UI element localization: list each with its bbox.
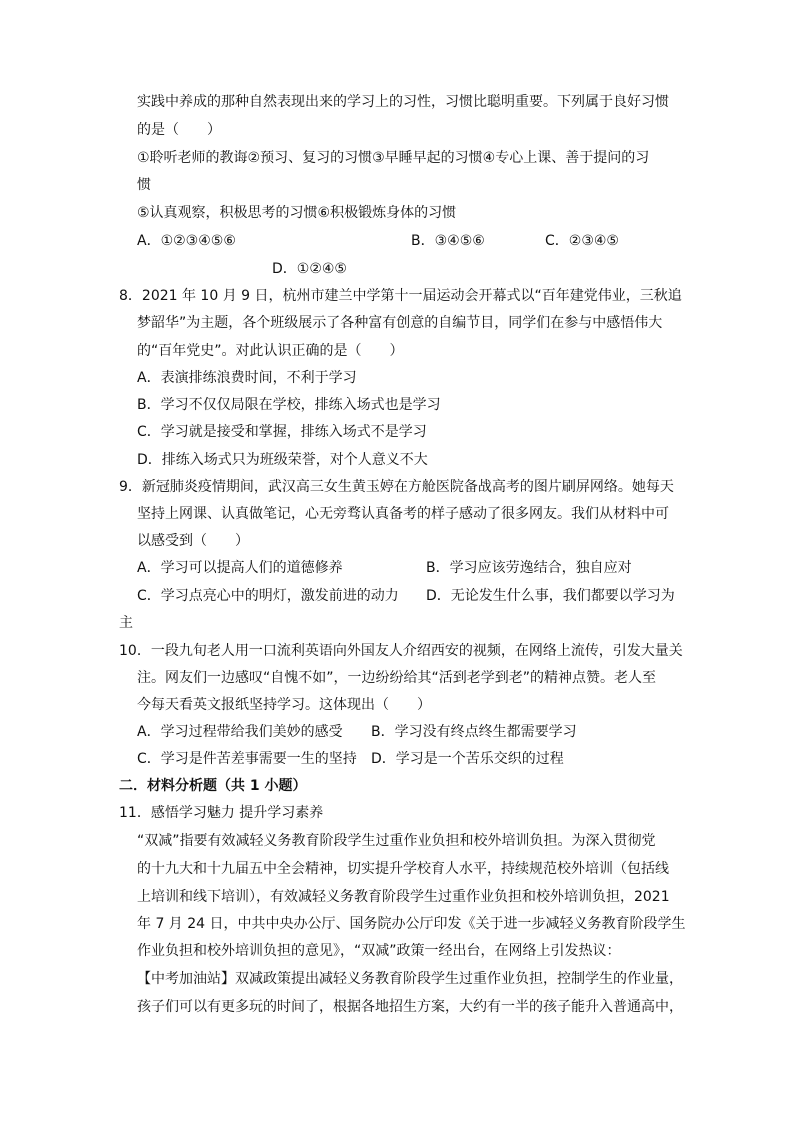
q7-option-b: B．③④⑤⑥ xyxy=(411,233,485,249)
q7-stem-line-5: ⑤认真观察，积极思考的习惯⑥积极锻炼身体的习惯 xyxy=(137,205,457,221)
q10-option-a: A．学习过程带给我们美妙的感受 xyxy=(137,724,343,740)
q9-stem-line-2: 坚持上网课、认真做笔记，心无旁骛认真备考的样子感动了很多网友。我们从材料中可 xyxy=(137,506,669,522)
q11-paragraph-line-5: 作业负担和校外培训负担的意见》，“双减”政策一经出台，在网络上引发热议： xyxy=(137,943,621,959)
q10-stem-line-1: 10．一段九旬老人用一口流利英语向外国友人介绍西安的视频，在网络上流传，引发大量关 xyxy=(119,643,683,659)
q8-stem-line-2: 梦韶华”为主题，各个班级展示了各种富有创意的自编节目，同学们在参与中感悟伟大 xyxy=(137,315,663,331)
section-heading: 二．材料分析题（共 1 小题） xyxy=(119,778,307,794)
q7-stem-line-3: ①聆听老师的教诲②预习、复习的习惯③早睡早起的习惯④专心上课、善于提问的习 xyxy=(137,150,650,166)
q10-option-b: B．学习没有终点终生都需要学习 xyxy=(371,724,577,740)
q7-stem-line-2: 的是（ ） xyxy=(137,122,221,138)
q8-stem-line-3: 的“百年党史”。对此认识正确的是（ ） xyxy=(137,343,404,359)
q11-paragraph-line-4: 年 7 月 24 日，中共中央办公厅、国务院办公厅印发《关于进一步减轻义务教育阶段学生 xyxy=(137,916,686,932)
q8-option-b: B．学习不仅仅局限在学校，排练入场式也是学习 xyxy=(137,397,441,413)
q9-stem-line-1: 9．新冠肺炎疫情期间，武汉高三女生黄玉婷在方舱医院备战高考的图片刷屏网络。她每天 xyxy=(119,479,674,495)
q11-paragraph-line-7: 孩子们可以有更多玩的时间了，根据各地招生方案，大约有一半的孩子能升入普通高中， xyxy=(137,999,683,1015)
q10-stem-line-3: 今每天看英文报纸坚持学习。这体现出（ ） xyxy=(137,697,431,713)
q10-option-d: D．学习是一个苦乐交织的过程 xyxy=(371,751,564,767)
q9-option-c: C．学习点亮心中的明灯，激发前进的动力 xyxy=(137,588,399,604)
q8-option-d: D．排练入场式只为班级荣誉，对个人意义不大 xyxy=(137,452,428,468)
q11-paragraph-line-1: “双减”指要有效减轻义务教育阶段学生过重作业负担和校外培训负担。为深入贯彻党 xyxy=(137,833,656,849)
q9-option-b: B．学习应该劳逸结合，独自应对 xyxy=(426,560,632,576)
q8-option-c: C．学习就是接受和掌握，排练入场式不是学习 xyxy=(137,424,427,440)
q11-paragraph-line-6: 【中考加油站】双减政策提出减轻义务教育阶段学生过重作业负担，控制学生的作业量， xyxy=(137,971,683,987)
q9-stem-line-3: 以感受到（ ） xyxy=(137,533,249,549)
q11-paragraph-line-3: 上培训和线下培训），有效减轻义务教育阶段学生过重作业负担和校外培训负担，2021 xyxy=(137,889,670,905)
q10-option-c: C．学习是件苦差事需要一生的坚持 xyxy=(137,751,357,767)
q8-option-a: A．表演排练浪费时间，不利于学习 xyxy=(137,370,357,386)
q7-option-c: C．②③④⑤ xyxy=(545,233,619,249)
q9-option-d-continued: 主 xyxy=(119,615,133,631)
q7-stem-line-1: 实践中养成的那种自然表现出来的学习上的习性，习惯比聪明重要。下列属于良好习惯 xyxy=(137,94,669,110)
q7-option-d: D．①②④⑤ xyxy=(272,261,347,277)
q11-title: 11．感悟学习魅力 提升学习素养 xyxy=(119,805,324,821)
q9-option-d: D．无论发生什么事，我们都要以学习为 xyxy=(426,588,675,604)
q7-stem-line-4: 惯 xyxy=(137,177,151,193)
q10-stem-line-2: 注。网友们一边感叹“自愧不如”，一边纷纷给其“活到老学到老”的精神点赞。老人至 xyxy=(137,670,657,686)
q8-stem-line-1: 8．2021 年 10 月 9 日，杭州市建兰中学第十一届运动会开幕式以“百年建党伟业，三秋追 xyxy=(119,288,682,304)
q11-paragraph-line-2: 的十九大和十九届五中全会精神，切实提升学校育人水平，持续规范校外培训（包括线 xyxy=(137,861,669,877)
q7-option-a: A．①②③④⑤⑥ xyxy=(137,233,236,249)
q9-option-a: A．学习可以提高人们的道德修养 xyxy=(137,560,343,576)
